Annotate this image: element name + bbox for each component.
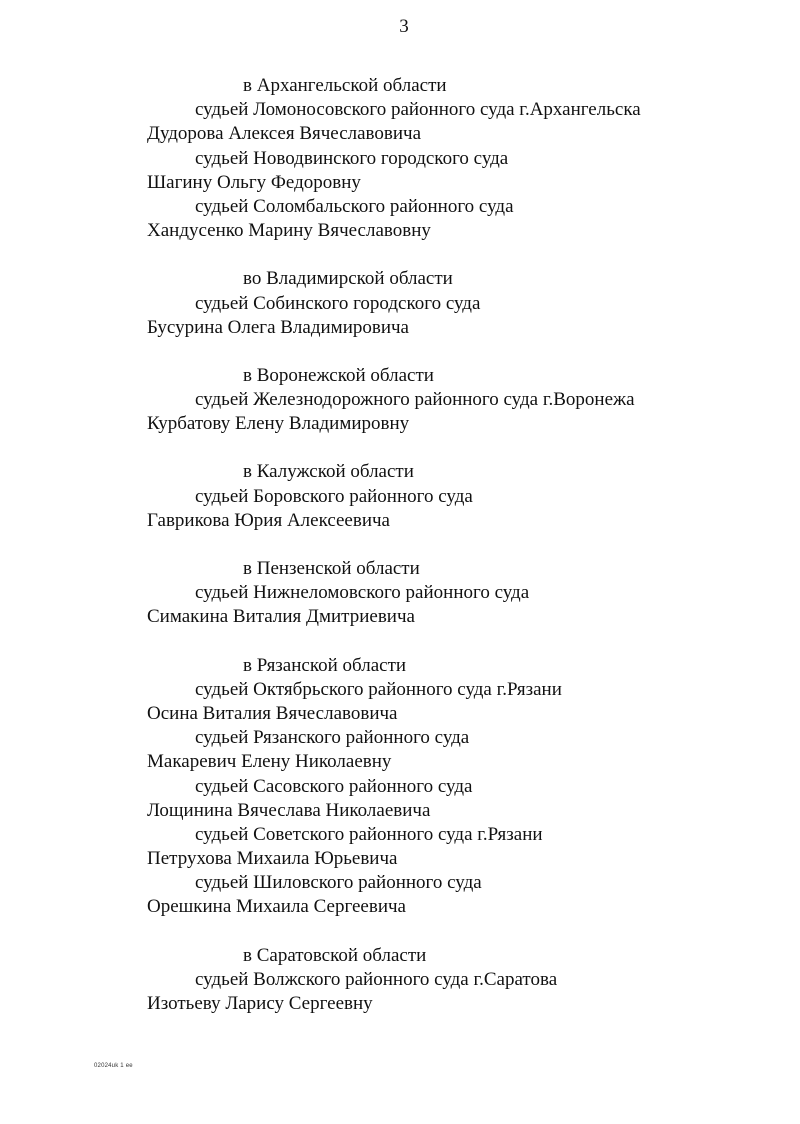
court-position: судьей Рязанского районного суда xyxy=(195,727,470,749)
page-number: 3 xyxy=(399,16,409,37)
region-section xyxy=(147,944,747,1017)
judge-name: Бусурина Олега Владимировича xyxy=(147,316,409,338)
court-position: судьей Сасовского районного суда xyxy=(195,775,473,797)
court-position: судьей Собинского городского суда xyxy=(195,292,481,314)
judge-name: Орешкина Михаила Сергеевича xyxy=(147,896,406,918)
region-section xyxy=(147,267,747,340)
region-section xyxy=(147,74,747,243)
document-footer-code: 02024uk 1 ee xyxy=(94,1063,133,1069)
region-heading: во Владимирской области xyxy=(243,268,453,290)
region-heading: в Архангельской области xyxy=(243,75,447,96)
region-heading: в Рязанской области xyxy=(243,654,407,676)
judge-name: Осина Виталия Вячеславовича xyxy=(147,702,398,724)
judge-name: Хандусенко Марину Вячеславовну xyxy=(147,220,431,242)
judge-name: Макаревич Елену Николаевну xyxy=(147,751,392,773)
region-section xyxy=(147,460,747,533)
region-section xyxy=(147,364,747,437)
judge-name: Курбатову Елену Владимировну xyxy=(147,413,410,435)
court-position: судьей Боровского районного суда xyxy=(195,485,473,507)
court-position: судьей Новодвинского городского суда xyxy=(195,147,509,169)
appointment-list xyxy=(147,74,747,1040)
judge-name: Изотьеву Ларису Сергеевну xyxy=(147,993,373,1014)
region-heading: в Калужской области xyxy=(243,461,414,483)
judge-name: Петрухова Михаила Юрьевича xyxy=(147,848,398,870)
region-heading: в Пензенской области xyxy=(243,558,420,579)
court-position: судьей Октябрьского районного суда г.Рязани xyxy=(195,678,562,700)
court-position: судьей Шиловского районного суда xyxy=(195,872,482,894)
court-position: судьей Советского районного суда г.Рязани xyxy=(195,823,543,845)
region-heading: в Саратовской области xyxy=(243,944,427,966)
judge-name: Шагину Ольгу Федоровну xyxy=(147,171,361,193)
judge-name: Гаврикова Юрия Алексеевича xyxy=(147,509,390,531)
region-heading: в Воронежской области xyxy=(243,364,434,386)
court-position: судьей Ломоносовского районного суда г.Архангельска xyxy=(195,99,641,121)
region-section xyxy=(147,654,747,920)
region-section xyxy=(147,557,747,630)
judge-name: Лощинина Вячеслава Николаевича xyxy=(147,799,431,821)
court-position: судьей Железнодорожного районного суда г.Воронежа xyxy=(195,389,635,411)
court-position: судьей Соломбальского районного суда xyxy=(195,195,514,217)
judge-name: Симакина Виталия Дмитриевича xyxy=(147,606,415,628)
court-position: судьей Нижнеломовского районного суда xyxy=(195,582,530,604)
court-position: судьей Волжского районного суда г.Саратова xyxy=(195,968,558,990)
judge-name: Дудорова Алексея Вячеславовича xyxy=(147,123,422,145)
